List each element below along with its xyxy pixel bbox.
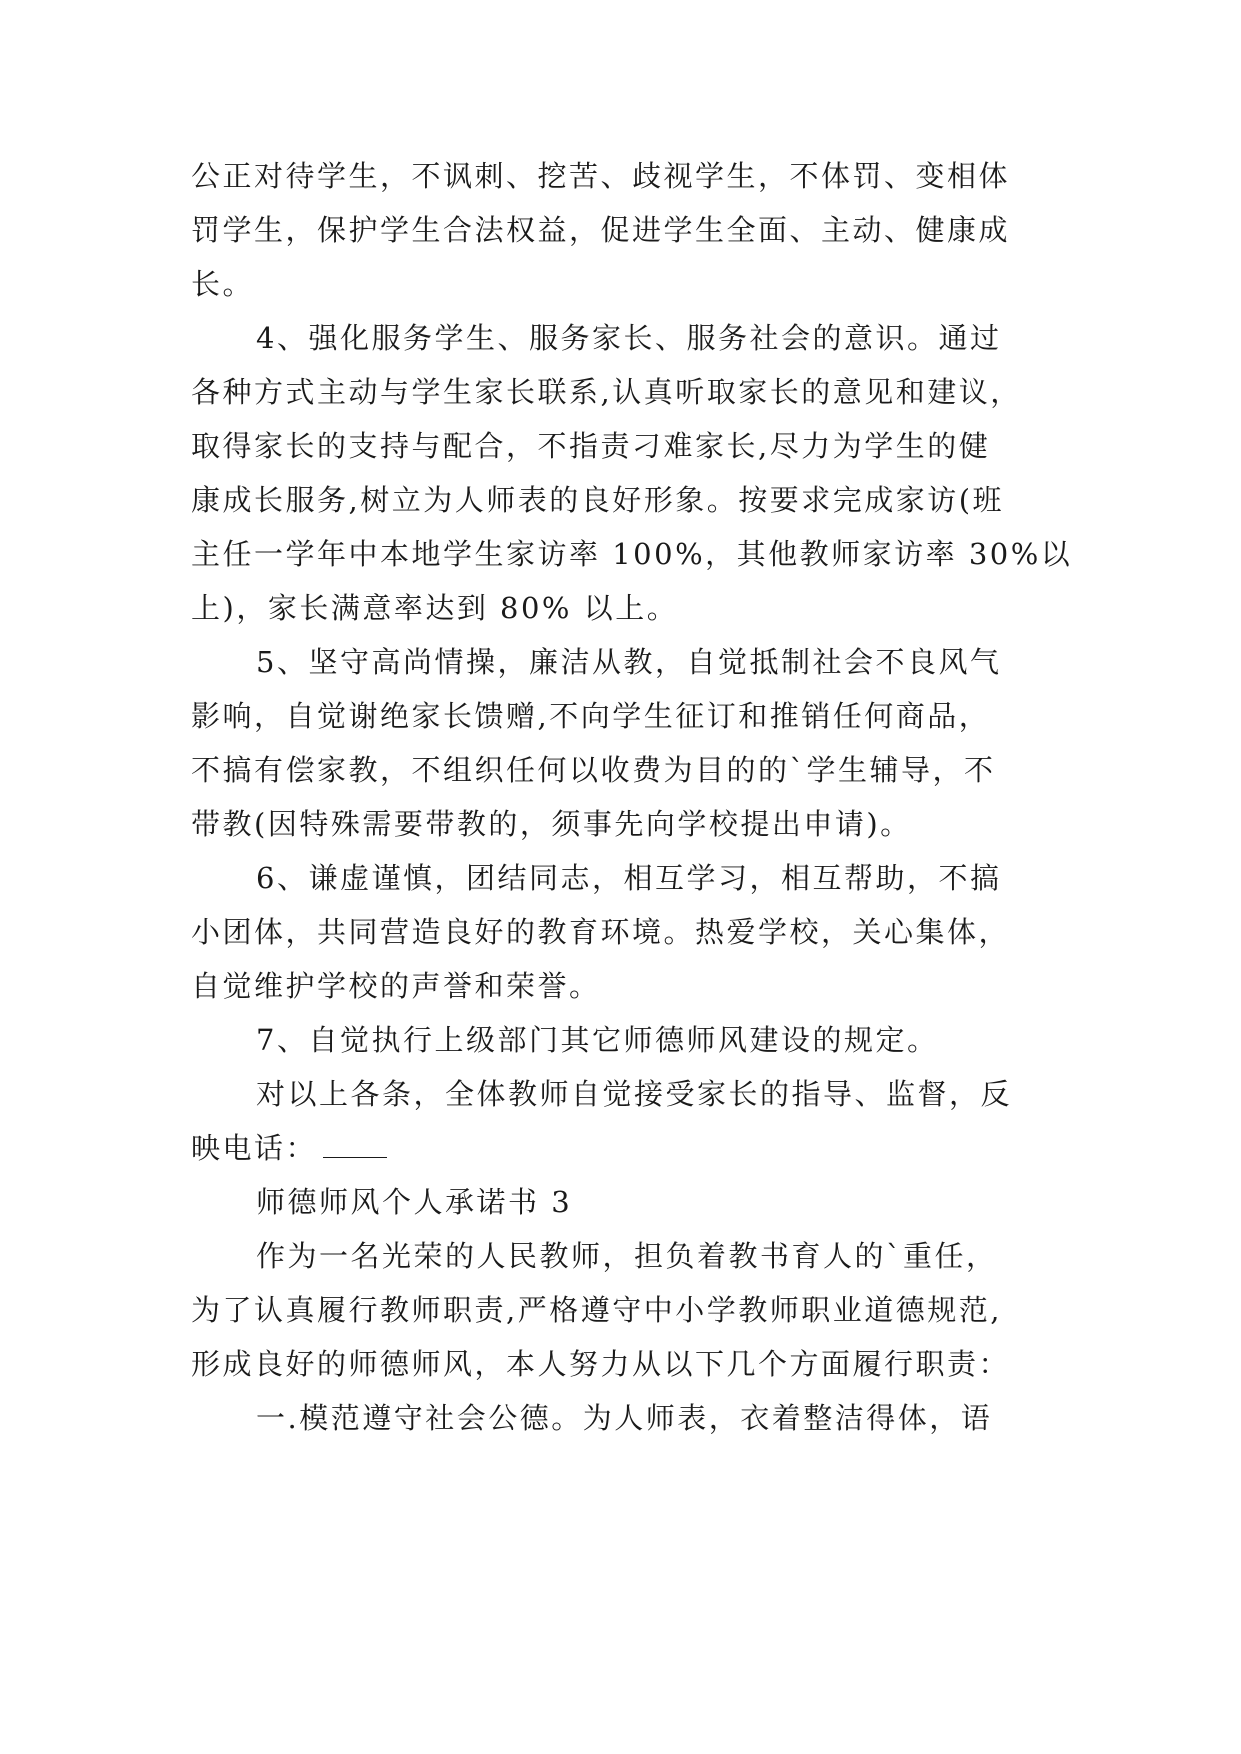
text-line: 罚学生，保护学生合法权益，促进学生全面、主动、健康成 [191, 213, 1011, 247]
text-line: 带教(因特殊需要带教的，须事先向学校提出申请)。 [191, 807, 912, 841]
text-line: 影响，自觉谢绝家长馈赠,不向学生征订和推销任何商品， [191, 699, 991, 733]
text-line: 小团体，共同营造良好的教育环境。热爱学校，关心集体， [191, 915, 1011, 949]
intro-paragraph-start: 作为一名光荣的人民教师，担负着教书育人的`重任， [256, 1239, 998, 1273]
item-1-start: 一.模范遵守社会公德。为人师表，衣着整洁得体，语 [256, 1401, 993, 1435]
phone-label: 映电话： [191, 1131, 318, 1165]
text-line: 长。 [191, 267, 255, 301]
paragraph-7: 7、自觉执行上级部门其它师德师风建设的规定。 [256, 1023, 939, 1057]
text-line: 形成良好的师德师风，本人努力从以下几个方面履行职责： [191, 1347, 1011, 1381]
paragraph-4-start: 4、强化服务学生、服务家长、服务社会的意识。通过 [256, 321, 1002, 355]
phone-blank [323, 1135, 387, 1158]
text-line: 取得家长的支持与配合，不指责刁难家长,尽力为学生的健 [191, 429, 991, 463]
text-line: 康成长服务,树立为人师表的良好形象。按要求完成家访(班 [191, 483, 1005, 517]
text-line: 自觉维护学校的声誉和荣誉。 [191, 969, 601, 1003]
text-line: 上)，家长满意率达到 80% 以上。 [191, 591, 679, 625]
paragraph-6-start: 6、谦虚谨慎，团结同志，相互学习，相互帮助，不搞 [256, 861, 1002, 895]
text-line: 各种方式主动与学生家长联系,认真听取家长的意见和建议， [191, 375, 1022, 409]
text-line: 为了认真履行教师职责,严格遵守中小学教师职业道德规范, [191, 1293, 1002, 1327]
closing-paragraph-start: 对以上各条，全体教师自觉接受家长的指导、监督，反 [256, 1077, 1013, 1111]
section-heading: 师德师风个人承诺书 3 [256, 1185, 573, 1219]
text-line: 公正对待学生，不讽刺、挖苦、歧视学生，不体罚、变相体 [191, 159, 1011, 193]
phone-line [191, 1128, 387, 1168]
paragraph-5-start: 5、坚守高尚情操，廉洁从教，自觉抵制社会不良风气 [256, 645, 1002, 679]
text-line: 主任一学年中本地学生家访率 100%，其他教师家访率 30%以 [191, 537, 1073, 571]
text-line: 不搞有偿家教，不组织任何以收费为目的的`学生辅导，不 [191, 753, 996, 787]
